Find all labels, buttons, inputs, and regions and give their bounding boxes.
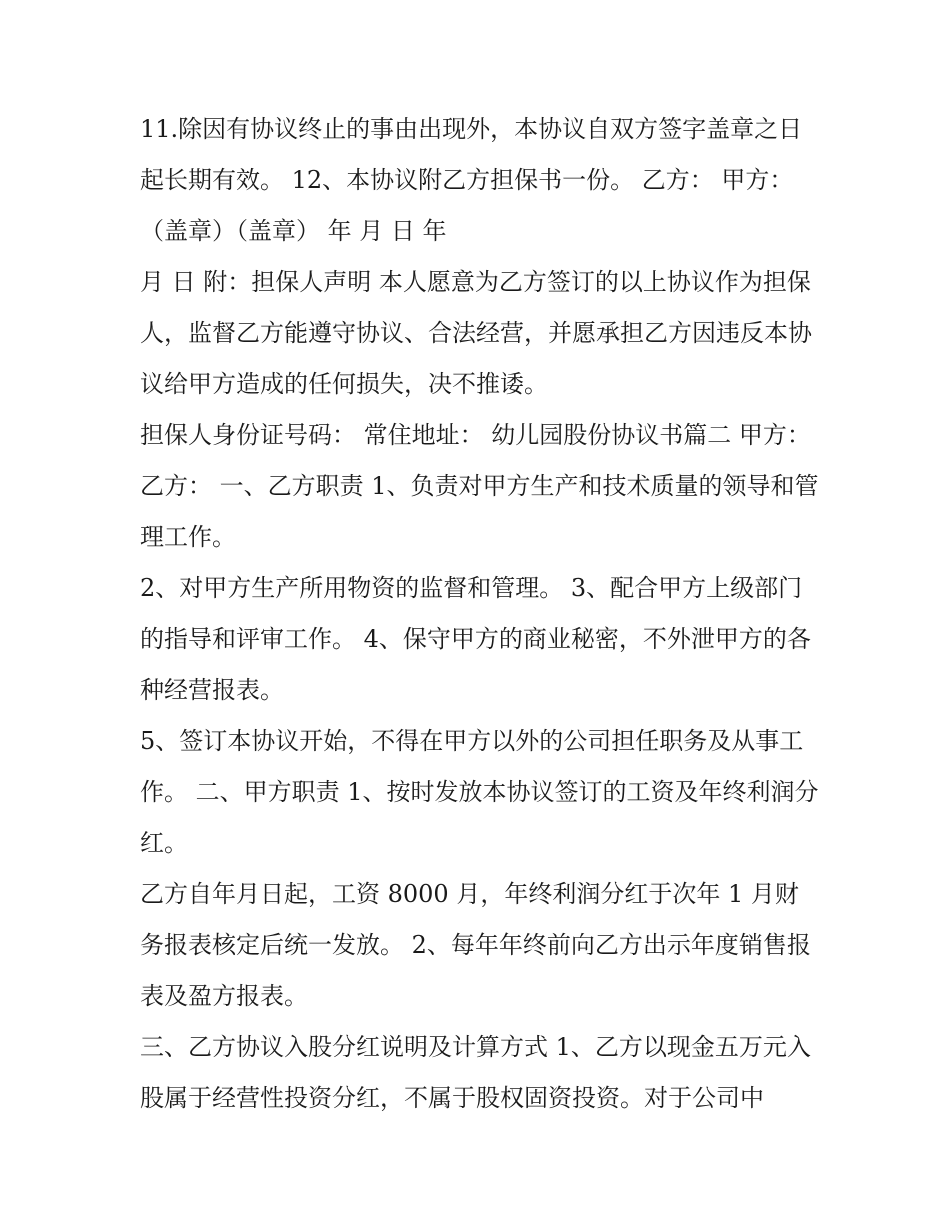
paragraph-2: 月 日 附：担保人声明 本人愿意为乙方签订的以上协议作为担保人，监督乙方能遵守协议、合法经营，并愿承担乙方因违反本协议给甲方造成的任何损失，决不推诿。 <box>140 268 812 398</box>
document-body <box>140 104 820 1124</box>
paragraph-3: 担保人身份证号码： 常住地址： 幼儿园股份协议书篇二 甲方： 乙方： 一、乙方职责 1、负责对甲方生产和技术质量的领导和管理工作。 <box>140 421 819 551</box>
paragraph-1: 11.除因有协议终止的事由出现外，本协议自双方签字盖章之日起长期有效。 12、本协议附乙方担保书一份。 乙方： 甲方：（盖章）（盖章） 年 月 日 年 <box>140 115 803 245</box>
paragraph-7: 三、乙方协议入股分红说明及计算方式 1、乙方以现金五万元入股属于经营性投资分红，不属于股权固资投资。对于公司中 <box>140 1033 811 1112</box>
paragraph-6: 乙方自年月日起，工资 8000 月，年终利润分红于次年 1 月财务报表核定后统一发放。 2、每年年终前向乙方出示年度销售报表及盈方报表。 <box>140 880 811 1010</box>
paragraph-4: 2、对甲方生产所用物资的监督和管理。 3、配合甲方上级部门的指导和评审工作。 4、保守甲方的商业秘密，不外泄甲方的各种经营报表。 <box>140 574 811 704</box>
paragraph-5: 5、签订本协议开始，不得在甲方以外的公司担任职务及从事工作。 二、甲方职责 1、按时发放本协议签订的工资及年终利润分红。 <box>140 727 819 857</box>
